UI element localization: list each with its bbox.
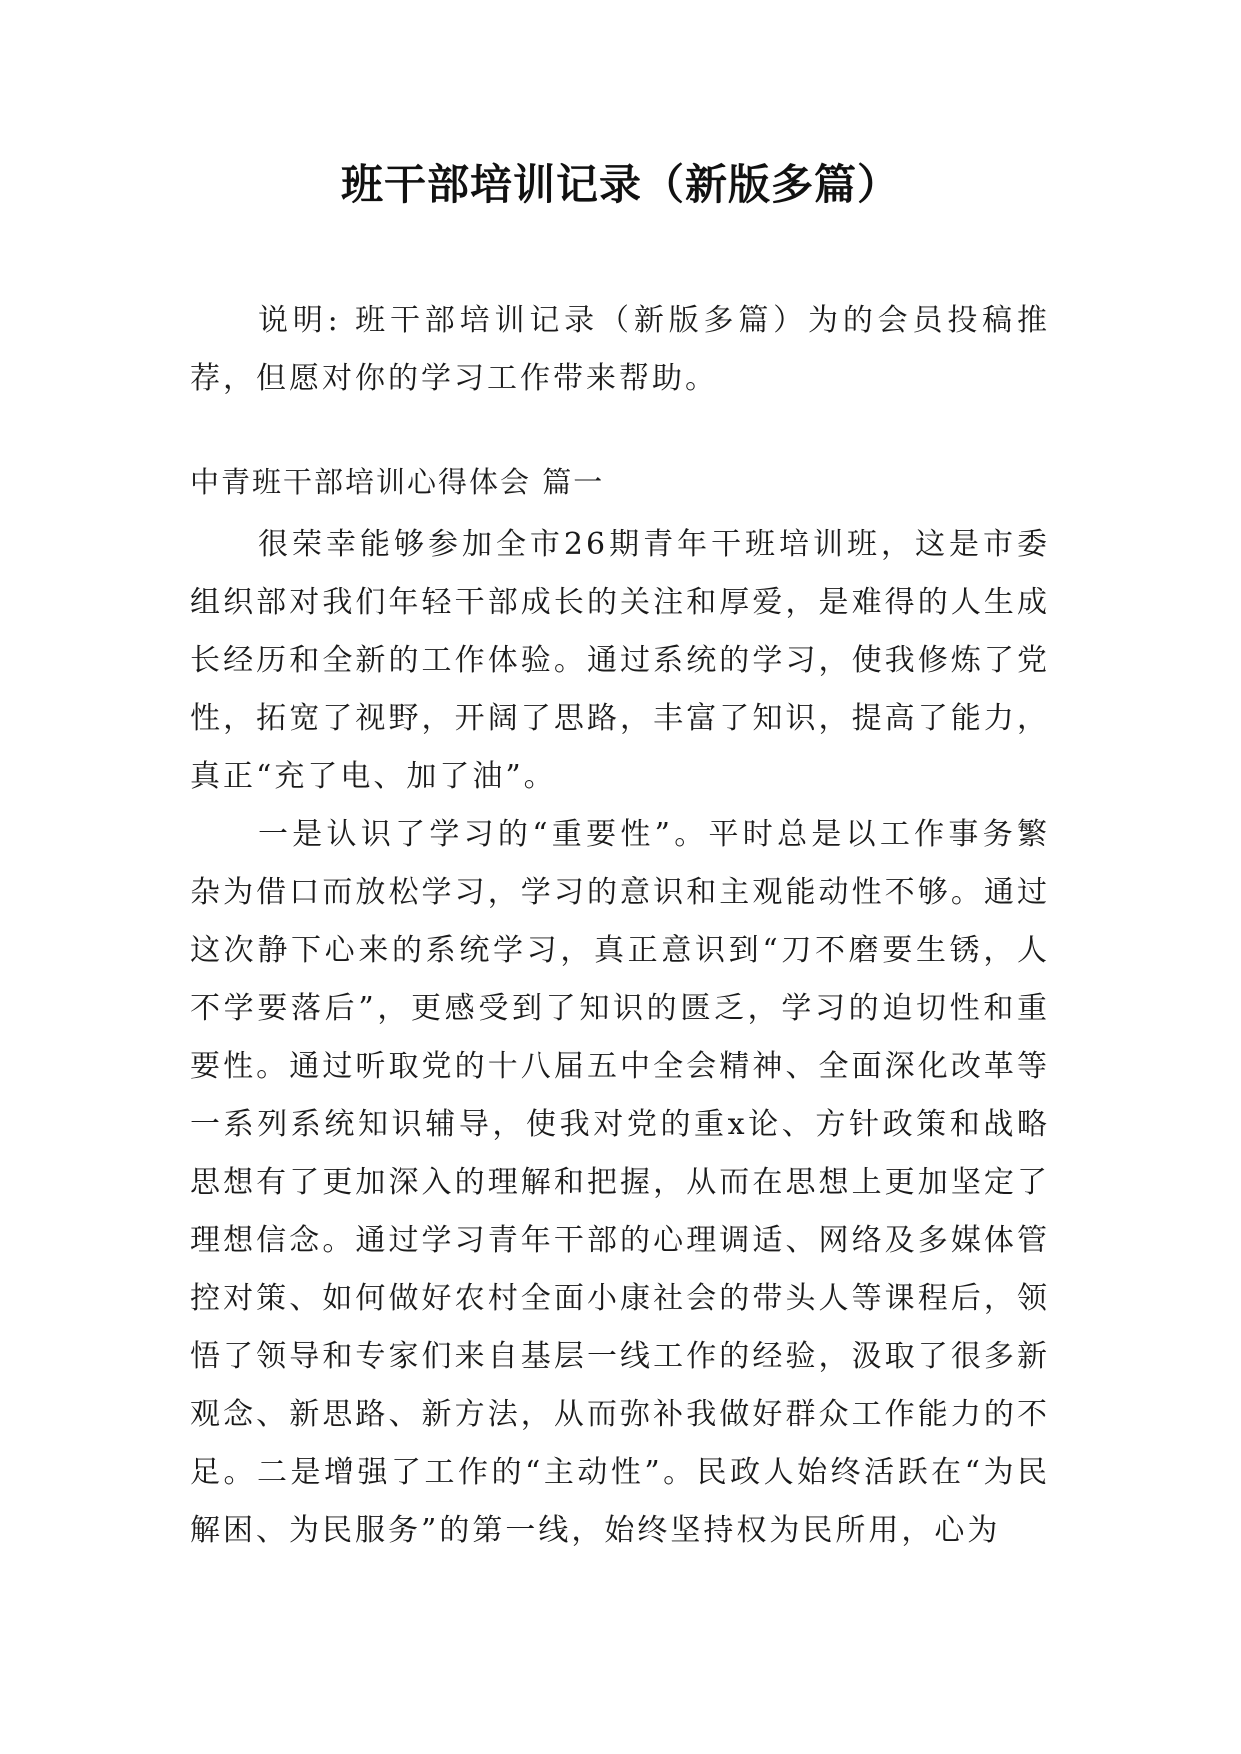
section-heading: 中青班干部培训心得体会 篇一 [190,465,605,499]
paragraph: 很荣幸能够参加全市26期青年干班培训班，这是市委组织部对我们年轻干部成长的关注和厚爱，是难得的人生成长经历和全新的工作体验。通过系统的学习，使我修炼了党性，拓宽了视野，开阔了思路，丰富了知识，提高了能力，真正“充了电、加了油”。 [190,527,1050,794]
document-title: 班干部培训记录（新版多篇） [340,160,900,209]
paragraph: 一是认识了学习的“重要性”。平时总是以工作事务繁杂为借口而放松学习，学习的意识和主观能动性不够。通过这次静下心来的系统学习，真正意识到“刀不磨要生锈，人不学要落后”，更感受到了知识的匮乏，学习的迫切性和重要性。通过听取党的十八届五中全会精神、全面深化改革等一系列系统知识辅导，使我对党的重x论、方针政策和战略思想有了更加深入的理解和把握，从而在思想上更加坚定了理想信念。通过学习青年干部的心理调适、网络及多媒体管控对策、如何做好农村全面小康社会的带头人等课程后，领悟了领导和专家们来自基层一线工作的经验，汲取了很多新观念、新思路、新方法，从而弥补我做好群众工作能力的不足。二是增强了工作的“主动性”。民政人始终活跃在“为民解困、为民服务”的第一线，始终坚持权为民所用，心为 [190,817,1050,1548]
section-content [190,516,1050,1560]
intro-note: 说明: 班干部培训记录（新版多篇）为的会员投稿推荐，但愿对你的学习工作带来帮助。 [190,303,1050,396]
